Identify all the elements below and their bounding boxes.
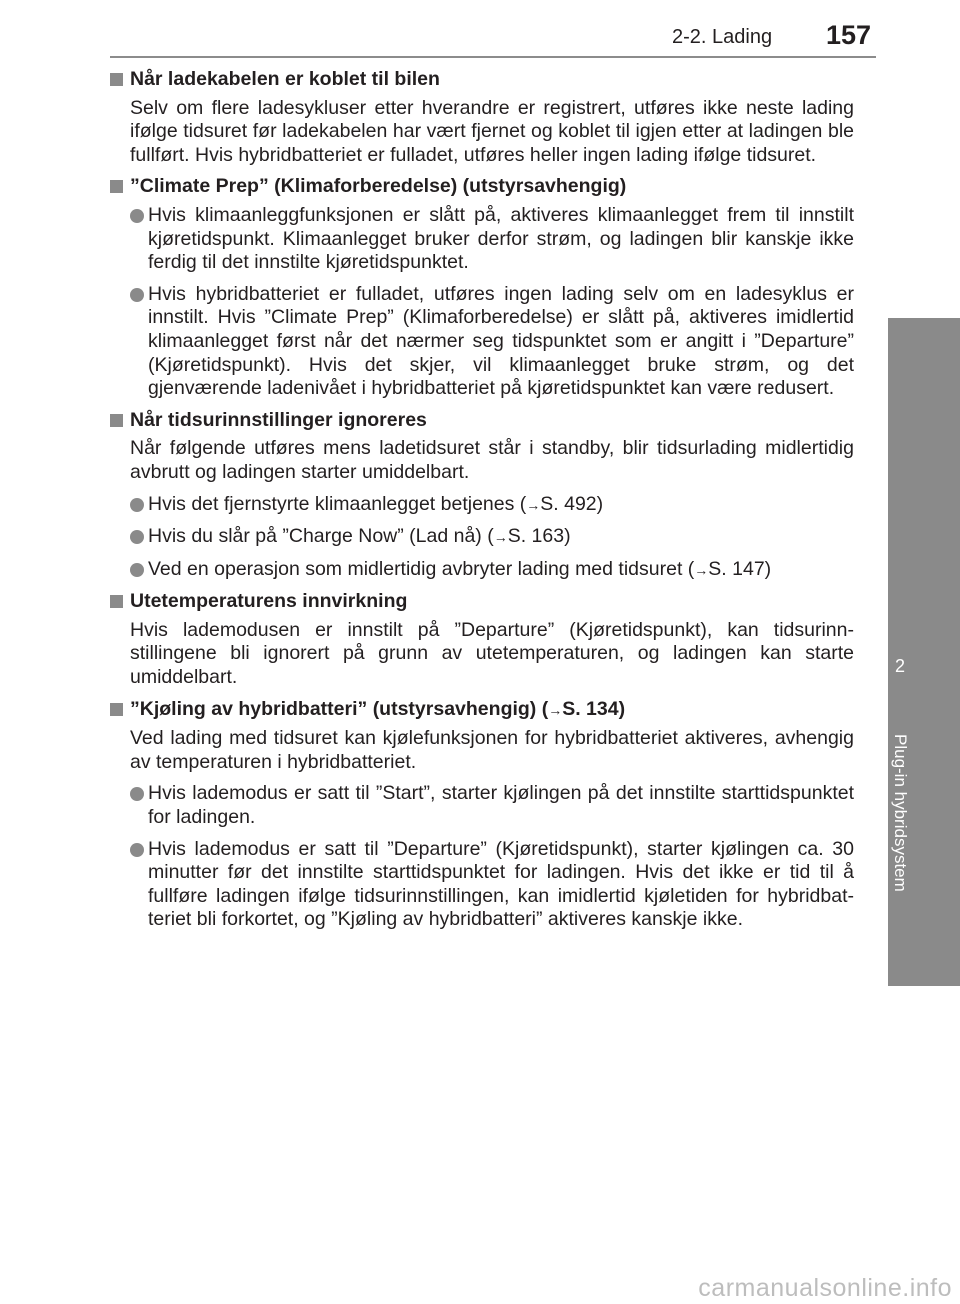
- section-battery-cooling: [110, 698, 854, 932]
- arrow-right-icon: →: [526, 496, 541, 513]
- circle-bullet-icon: [130, 843, 144, 857]
- bullet-text: Hvis klimaanleggfunksjonen er slått på, aktiveres klimaanlegget frem til innstilt kjøretidspunkt. Klimaanlegget bruker derfor strøm, og ladingen blir kanskje ikke ferdig til det innstilte kjøretidspunktet.: [148, 203, 854, 274]
- header-section: 2-2. Lading: [672, 26, 773, 48]
- section-title-text: Når tidsurinnstillinger ignoreres: [130, 408, 427, 431]
- section-timer-ignored: [110, 409, 854, 583]
- arrow-right-icon: →: [493, 529, 508, 546]
- section-title-text: Utetemperaturens innvirkning: [130, 590, 408, 613]
- circle-bullet-icon: [130, 787, 144, 801]
- bullet-text: Hvis du slår på ”Charge Now” (Lad nå) (: [148, 525, 494, 548]
- arrow-right-icon: →: [694, 561, 709, 578]
- page-reference-link[interactable]: S. 147): [708, 557, 772, 580]
- watermark: carmanualsonline.info: [698, 1274, 952, 1302]
- bullet-item: [130, 493, 854, 518]
- paragraph: Når følgende utføres mens ladetidsuret står i standby, blir tidsurlading midlertidig avbrutt og ladingen starter umiddelbart.: [130, 437, 854, 483]
- bullet-item: [130, 283, 854, 401]
- paragraph: Selv om flere ladesykluser etter hverandre er registrert, utføres ikke neste lading ifølge tidsuret før ladekabelen har vært fjernet og koblet til igjen etter at ladingen ble fullført. Hvis hybridbatteriet er fulladet, utføres heller ingen lading ifølge tidsuret.: [130, 96, 854, 166]
- square-bullet-icon: [110, 595, 123, 608]
- section-title-text: Når ladekabelen er koblet til bilen: [130, 68, 440, 90]
- bullet-item: [130, 558, 854, 583]
- circle-bullet-icon: [130, 563, 144, 577]
- bullet-text: Hvis det fjernstyrte klimaanlegget betjenes (: [148, 492, 527, 515]
- bullet-text: Ved en operasjon som midlertidig avbryter lading med tidsuret (: [148, 557, 695, 580]
- section-title: [110, 409, 854, 433]
- bullet-item: [130, 204, 854, 275]
- section-title: [110, 698, 854, 723]
- bullet-text: Hvis lademodus er satt til ”Start”, starter kjølingen på det innstilte starttidspunktet for ladingen.: [148, 782, 854, 829]
- circle-bullet-icon: [130, 530, 144, 544]
- side-tab-label: Plug-in hybridsystem: [891, 734, 910, 892]
- circle-bullet-icon: [130, 498, 144, 512]
- section-title: [110, 68, 854, 92]
- page-reference-link[interactable]: S. 134): [562, 697, 626, 720]
- circle-bullet-icon: [130, 288, 144, 302]
- bullet-item: [130, 838, 854, 932]
- section-title-text: ”Kjøling av hybridbatteri” (utstyrsavhengig) (: [130, 697, 549, 720]
- bullet-text: Hvis hybridbatteriet er fulladet, utføres ingen lading selv om en ladesyklus er innstilt. Hvis ”Climate Prep” (Klimaforberedelse) er slått på, aktiveres imidlertid klimaanlegget først når det nærmer seg tidspunktet som er angitt i ”Departure” (Kjøretidspunkt). Hvis det skjer, vil klimaanlegget bruke strøm, og det gjenværende ladenivået i hybridbatteriet på kjøretidspunktet kan være redusert.: [148, 282, 854, 400]
- square-bullet-icon: [110, 73, 123, 86]
- bullet-item: [130, 525, 854, 550]
- section-outside-temperature: [110, 590, 854, 689]
- page-number: 157: [826, 20, 872, 50]
- section-climate-prep: [110, 175, 854, 400]
- header-rule: [110, 56, 876, 58]
- square-bullet-icon: [110, 414, 123, 427]
- circle-bullet-icon: [130, 209, 144, 223]
- page-reference-link[interactable]: S. 492): [540, 492, 604, 515]
- page-reference-link[interactable]: S. 163): [507, 525, 571, 548]
- square-bullet-icon: [110, 180, 123, 193]
- arrow-right-icon: →: [548, 701, 563, 718]
- section-charging-cable: [110, 68, 854, 167]
- bullet-text: Hvis lademodus er satt til ”Departure” (Kjøretidspunkt), starter kjølingen ca. 30 minutter før det innstilte starttidspunktet for ladingen. Hvis det ikke er tid til å fullføre ladingen ifølge tidsurinnstillingen, kan imidlertid kjøletiden for hybridbatteriet bli forkortet, og ”Kjøling av hybridbatteri” aktiveres kanskje ikke.: [148, 837, 854, 931]
- content: [110, 68, 854, 940]
- side-tab-number: 2: [894, 656, 905, 676]
- square-bullet-icon: [110, 703, 123, 716]
- side-tab: [888, 318, 960, 986]
- section-title-text: ”Climate Prep” (Klimaforberedelse) (utstyrsavhengig): [130, 175, 627, 198]
- paragraph: Ved lading med tidsuret kan kjølefunksjonen for hybridbatteriet aktiveres, avhengig av temperaturen i hybridbatteriet.: [130, 727, 854, 773]
- section-title: [110, 175, 854, 199]
- bullet-item: [130, 782, 854, 829]
- section-title: [110, 590, 854, 614]
- paragraph: Hvis lademodusen er innstilt på ”Departure” (Kjøretidspunkt), kan tidsurinnstillingene bli ignorert på grunn av utetemperaturen, og ladingen kan starte umiddelbart.: [130, 618, 854, 689]
